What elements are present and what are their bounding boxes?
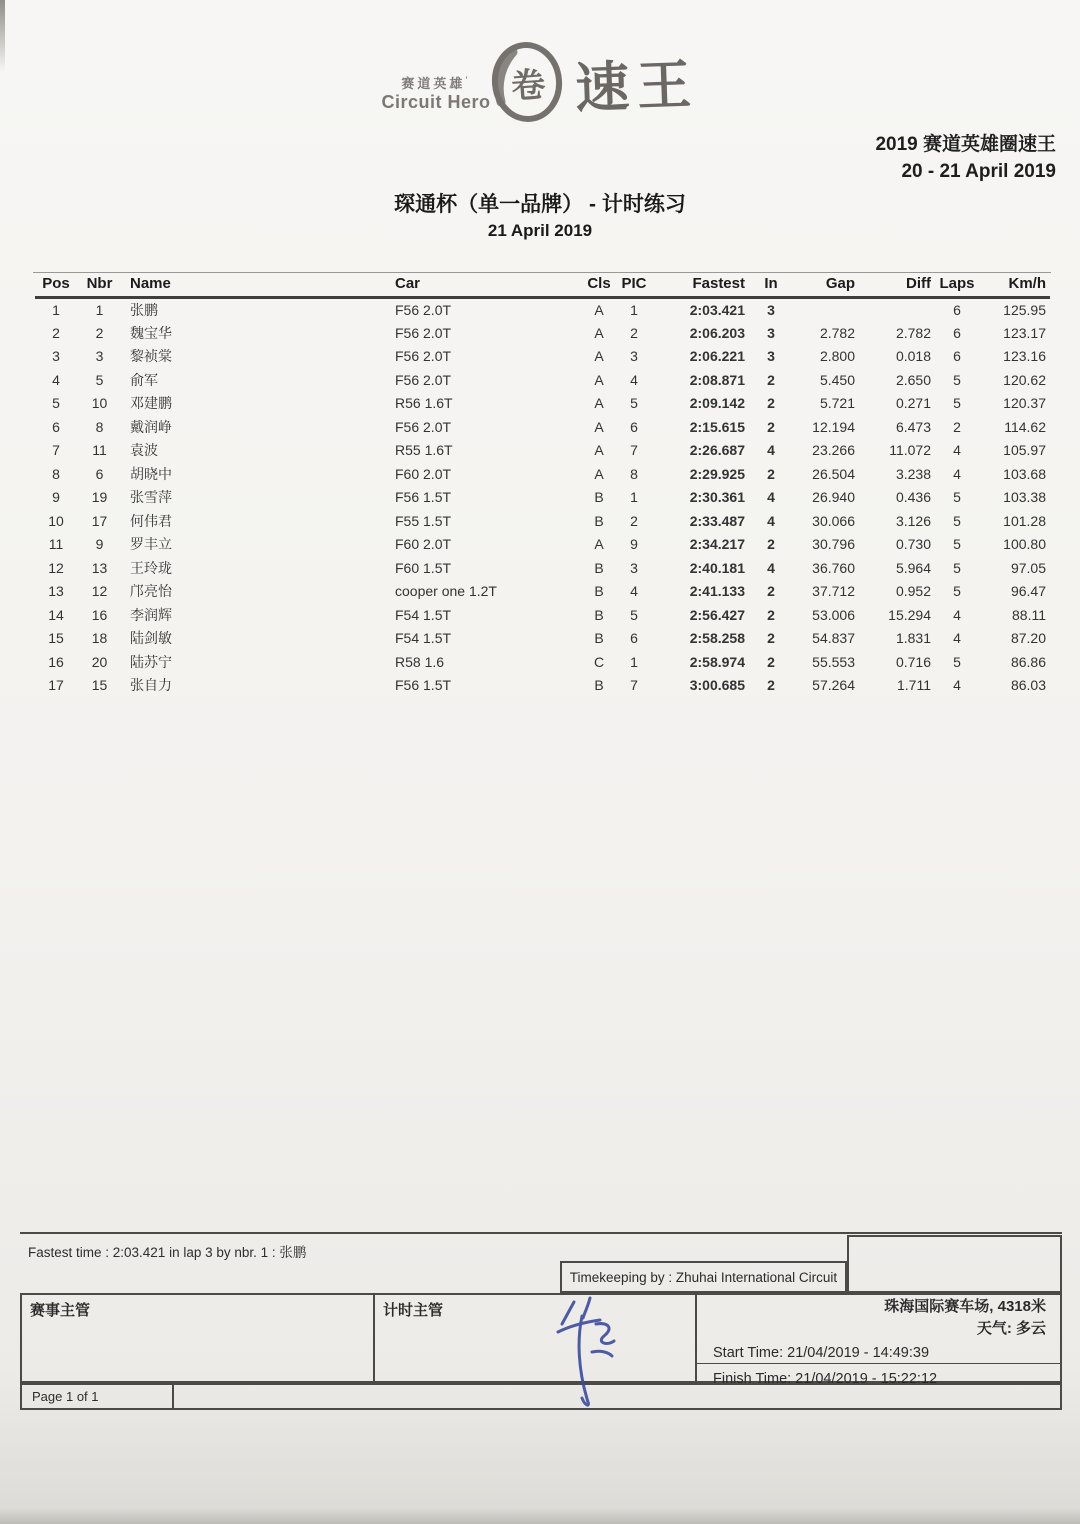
cell-in: 2 <box>767 630 775 647</box>
cell-car: F54 1.5T <box>395 630 452 647</box>
cell-car: cooper one 1.2T <box>395 583 497 600</box>
cell-name: 胡晓中 <box>130 465 172 482</box>
cell-laps: 5 <box>953 371 961 388</box>
cell-fastest: 3:00.685 <box>689 677 745 694</box>
cell-nbr: 19 <box>91 489 108 506</box>
cell-pic: 6 <box>630 630 638 647</box>
cell-fastest: 2:33.487 <box>689 512 745 529</box>
footer-top-rule <box>20 1232 1062 1234</box>
cell-name: 李润辉 <box>130 606 172 623</box>
logo-circle-character: 卷 <box>509 64 547 107</box>
cell-pic: 4 <box>630 583 638 600</box>
cell-in: 2 <box>767 653 775 670</box>
cell-kmh: 125.95 <box>1003 302 1046 318</box>
cell-diff: 0.271 <box>895 395 931 412</box>
race-director-cell: 赛事主管 <box>22 1295 375 1381</box>
cell-kmh: 101.28 <box>1003 512 1046 529</box>
cell-in: 3 <box>767 324 775 341</box>
cell-name: 黎祯棠 <box>130 348 172 365</box>
cell-pos: 9 <box>52 489 60 506</box>
cell-kmh: 123.17 <box>1003 324 1046 341</box>
cell-pic: 3 <box>630 559 638 576</box>
cell-cls: A <box>594 371 604 388</box>
cell-nbr: 16 <box>91 606 108 623</box>
cell-in: 2 <box>767 465 775 482</box>
cell-name: 张自力 <box>130 677 172 694</box>
cell-diff: 3.126 <box>895 512 931 529</box>
cell-fastest: 2:09.142 <box>689 395 745 412</box>
cell-laps: 6 <box>953 348 961 365</box>
col-car: Car <box>388 274 584 298</box>
cell-pic: 9 <box>630 536 638 553</box>
page-number: Page 1 of 1 <box>22 1385 174 1408</box>
cell-laps: 5 <box>953 489 961 506</box>
cell-gap: 5.721 <box>819 395 855 412</box>
cell-nbr: 1 <box>95 302 104 318</box>
cell-fastest: 2:08.871 <box>689 371 745 388</box>
table-row <box>35 556 1050 580</box>
cell-cls: A <box>594 348 604 365</box>
logo-circle-mark <box>487 38 569 126</box>
cell-name: 俞军 <box>130 371 158 388</box>
cell-car: F56 1.5T <box>395 489 452 506</box>
cell-diff: 1.831 <box>895 630 931 647</box>
cell-fastest: 2:06.221 <box>689 348 745 365</box>
cell-pos: 12 <box>48 559 64 576</box>
cell-laps: 5 <box>953 559 961 576</box>
cell-kmh: 87.20 <box>1010 630 1046 647</box>
cell-name: 魏宝华 <box>130 324 172 341</box>
table-row <box>35 462 1050 486</box>
cell-gap <box>793 298 859 322</box>
cell-gap: 54.837 <box>812 630 855 647</box>
cell-car: F56 1.5T <box>395 677 452 694</box>
cell-car: F55 1.5T <box>395 512 452 529</box>
col-diff: Diff <box>859 274 935 298</box>
circuit-hero-logo <box>0 34 1080 130</box>
cell-pos: 14 <box>48 606 64 623</box>
cell-laps: 4 <box>953 677 961 694</box>
cell-car: F56 2.0T <box>395 348 452 365</box>
cell-name: 邓建鹏 <box>130 395 172 412</box>
cell-in: 3 <box>767 348 775 365</box>
start-time: Start Time: 21/04/2019 - 14:49:39 <box>697 1343 1060 1364</box>
cell-gap: 53.006 <box>812 606 855 623</box>
session-date: 21 April 2019 <box>487 221 593 240</box>
event-dates: 20 - 21 April 2019 <box>901 161 1056 182</box>
cell-car: R56 1.6T <box>395 395 453 412</box>
cell-nbr: 18 <box>91 630 108 647</box>
cell-car: F60 2.0T <box>395 536 452 553</box>
cell-gap: 30.796 <box>812 536 855 553</box>
cell-car: F56 2.0T <box>395 371 452 388</box>
table-row <box>35 486 1050 510</box>
cell-fastest: 2:03.421 <box>689 302 745 318</box>
header-row <box>35 274 1050 298</box>
cell-kmh: 88.11 <box>1012 606 1046 623</box>
cell-kmh: 114.62 <box>1004 418 1046 435</box>
cell-gap: 57.264 <box>812 677 855 694</box>
cell-cls: B <box>594 489 604 506</box>
cell-name: 陆剑敏 <box>130 630 172 647</box>
cell-pic: 8 <box>630 465 638 482</box>
cell-cls: C <box>593 653 605 670</box>
event-name: 2019 赛道英雄圈速王 <box>875 134 1056 155</box>
cell-fastest: 2:58.974 <box>689 653 745 670</box>
table-row <box>35 674 1050 698</box>
cell-nbr: 15 <box>91 677 108 694</box>
cell-kmh: 103.68 <box>1003 465 1046 482</box>
cell-kmh: 120.37 <box>1003 395 1046 412</box>
cell-pic: 1 <box>630 653 638 670</box>
cell-pic: 5 <box>630 395 638 412</box>
cell-gap: 12.194 <box>812 418 855 435</box>
cell-diff: 3.238 <box>895 465 931 482</box>
table-row <box>35 368 1050 392</box>
weather-info: 天气: 多云 <box>976 1320 1046 1337</box>
cell-in: 2 <box>767 583 775 600</box>
cell-fastest: 2:30.361 <box>689 489 745 506</box>
cell-pic: 6 <box>630 418 638 435</box>
cell-kmh: 123.16 <box>1003 348 1046 365</box>
cell-nbr: 17 <box>91 512 108 529</box>
cell-pos: 6 <box>52 418 60 435</box>
cell-nbr: 8 <box>95 418 104 435</box>
cell-car: F60 1.5T <box>395 559 452 576</box>
cell-pic: 2 <box>630 512 638 529</box>
logo-trademark-mark: ’ <box>465 75 471 85</box>
scan-bottom-shade <box>0 1508 1080 1524</box>
cell-car: F56 2.0T <box>395 418 452 435</box>
cell-pos: 15 <box>48 630 64 647</box>
col-in: In <box>749 274 793 298</box>
logo-brand-cn <box>381 73 490 92</box>
table-row <box>35 439 1050 463</box>
fastest-time-summary: Fastest time : 2:03.421 in lap 3 by nbr. 1 : 张鹏 <box>28 1245 307 1260</box>
cell-in: 2 <box>767 677 775 694</box>
cell-cls: B <box>594 630 604 647</box>
cell-cls: A <box>594 418 604 435</box>
cell-nbr: 11 <box>92 442 107 459</box>
cell-fastest: 2:34.217 <box>689 536 745 553</box>
cell-pos: 4 <box>52 371 60 388</box>
cell-laps: 4 <box>953 442 961 459</box>
cell-laps: 5 <box>953 583 961 600</box>
table-row <box>35 580 1050 604</box>
table-row <box>35 650 1050 674</box>
table-row <box>35 533 1050 557</box>
cell-car: R55 1.6T <box>395 442 453 459</box>
cell-kmh: 96.47 <box>1010 583 1046 600</box>
cell-kmh: 86.86 <box>1010 653 1046 670</box>
table-row <box>35 392 1050 416</box>
cell-gap: 26.940 <box>812 489 855 506</box>
cell-diff: 5.964 <box>895 559 931 576</box>
cell-diff: 0.952 <box>895 583 931 600</box>
col-nbr: Nbr <box>77 274 122 298</box>
cell-fastest: 2:29.925 <box>689 465 745 482</box>
cell-diff: 1.711 <box>897 677 931 694</box>
logo-brand-en: Circuit Hero <box>381 92 491 112</box>
cell-gap: 37.712 <box>812 583 855 600</box>
table-row <box>35 509 1050 533</box>
results-tbody <box>35 298 1050 698</box>
table-row <box>35 415 1050 439</box>
results-header <box>35 274 1050 298</box>
cell-diff: 2.782 <box>895 324 931 341</box>
cell-diff: 0.436 <box>895 489 931 506</box>
cell-cls: B <box>594 559 604 576</box>
circuit-name-length: 珠海国际赛车场, 4318米 <box>884 1298 1046 1315</box>
results-table <box>35 274 1050 697</box>
cell-nbr: 5 <box>95 371 104 388</box>
cell-gap: 2.800 <box>819 348 855 365</box>
cell-name: 袁波 <box>130 442 158 459</box>
cell-kmh: 97.05 <box>1010 559 1046 576</box>
cell-name: 王玲珑 <box>130 559 172 576</box>
cell-in: 2 <box>767 606 775 623</box>
col-laps: Laps <box>935 274 979 298</box>
logo-brand-cn-text: 赛道英雄 <box>401 76 466 91</box>
cell-diff: 0.730 <box>895 536 931 553</box>
cell-diff: 0.716 <box>895 653 931 670</box>
cell-gap: 5.450 <box>819 371 855 388</box>
page-footer-row <box>20 1383 1062 1410</box>
cell-kmh: 100.80 <box>1003 536 1046 553</box>
cell-kmh: 103.38 <box>1003 489 1046 506</box>
cell-gap: 2.782 <box>819 324 855 341</box>
cell-cls: A <box>594 302 604 318</box>
cell-pos: 11 <box>48 536 64 553</box>
cell-pos: 8 <box>52 465 60 482</box>
circuit-info-cell <box>697 1295 1060 1387</box>
cell-in: 4 <box>767 489 775 506</box>
cell-laps: 5 <box>953 653 961 670</box>
cell-nbr: 2 <box>95 324 104 341</box>
cell-cls: B <box>594 512 604 529</box>
cell-name: 张雪萍 <box>130 489 172 506</box>
cell-gap: 55.553 <box>812 653 855 670</box>
cell-car: R58 1.6 <box>395 653 445 670</box>
page-footer-empty-cell <box>174 1385 1060 1408</box>
table-row <box>35 627 1050 651</box>
cell-kmh: 105.97 <box>1003 442 1046 459</box>
timekeeping-box: Timekeeping by : Zhuhai International Circuit <box>560 1261 847 1293</box>
cell-gap: 36.760 <box>812 559 855 576</box>
cell-car: F56 2.0T <box>395 302 452 318</box>
cell-in: 4 <box>767 512 775 529</box>
cell-nbr: 9 <box>95 536 104 553</box>
cell-cls: B <box>594 606 604 623</box>
cell-in: 2 <box>767 395 775 412</box>
cell-cls: B <box>594 583 604 600</box>
chief-timekeeper-cell: 计时主管 <box>375 1295 697 1381</box>
cell-diff: 15.294 <box>888 606 931 623</box>
cell-pic: 7 <box>630 677 638 694</box>
cell-fastest: 2:41.133 <box>689 583 745 600</box>
cell-pic: 2 <box>630 324 638 341</box>
cell-pic: 7 <box>630 442 638 459</box>
table-row <box>35 345 1050 369</box>
finish-time: Finish Time: 21/04/2019 - 15:22:12 <box>713 1371 938 1387</box>
cell-in: 2 <box>767 536 775 553</box>
cell-gap: 23.266 <box>812 442 855 459</box>
cell-diff: 6.473 <box>895 418 931 435</box>
col-name: Name <box>122 274 388 298</box>
cell-diff <box>859 298 935 322</box>
cell-in: 4 <box>767 442 775 459</box>
officials-signature-table <box>20 1293 1062 1387</box>
cell-name: 陆苏宁 <box>130 653 172 670</box>
cell-nbr: 20 <box>91 653 108 670</box>
col-kmh: Km/h <box>979 274 1050 298</box>
cell-nbr: 13 <box>91 559 108 576</box>
cell-diff: 0.018 <box>895 348 931 365</box>
cell-laps: 5 <box>953 536 961 553</box>
cell-pic: 1 <box>630 489 638 506</box>
logo-wordmark <box>381 73 490 113</box>
cell-laps: 2 <box>953 418 961 435</box>
cell-in: 4 <box>767 559 775 576</box>
table-row <box>35 298 1050 322</box>
cell-cls: B <box>594 677 604 694</box>
cell-pos: 17 <box>48 677 64 694</box>
cell-nbr: 6 <box>95 465 104 482</box>
cell-pos: 2 <box>52 324 60 341</box>
cell-name: 张鹏 <box>130 302 158 318</box>
cell-cls: A <box>594 395 604 412</box>
logo-calligraphy-text: 速王 <box>573 51 700 120</box>
cell-pos: 13 <box>48 583 64 600</box>
cell-pos: 7 <box>52 442 60 459</box>
cell-fastest: 2:15.615 <box>689 418 745 435</box>
cell-laps: 5 <box>953 395 961 412</box>
cell-cls: A <box>594 465 604 482</box>
cell-name: 邝亮怡 <box>130 583 172 600</box>
cell-fastest: 2:56.427 <box>689 606 745 623</box>
table-row <box>35 321 1050 345</box>
cell-gap: 26.504 <box>812 465 855 482</box>
cell-name: 罗丰立 <box>130 536 172 553</box>
empty-stamp-box <box>847 1235 1062 1293</box>
cell-laps: 6 <box>953 324 961 341</box>
col-fastest: Fastest <box>654 274 749 298</box>
cell-fastest: 2:26.687 <box>689 442 745 459</box>
cell-pic: 3 <box>630 348 638 365</box>
cell-pos: 3 <box>52 348 60 365</box>
col-pic: PIC <box>614 274 654 298</box>
cell-nbr: 10 <box>91 395 108 412</box>
cell-pos: 10 <box>48 512 64 529</box>
cell-fastest: 2:06.203 <box>689 324 745 341</box>
cell-laps: 4 <box>953 465 961 482</box>
cell-laps: 6 <box>953 302 961 318</box>
cell-diff: 11.072 <box>889 442 931 459</box>
cell-diff: 2.650 <box>895 371 931 388</box>
cell-kmh: 120.62 <box>1003 371 1046 388</box>
col-cls: Cls <box>584 274 614 298</box>
cell-car: F54 1.5T <box>395 606 452 623</box>
cell-in: 3 <box>767 302 775 318</box>
cell-pic: 4 <box>630 371 638 388</box>
cell-car: F56 2.0T <box>395 324 452 341</box>
cell-pos: 16 <box>48 653 64 670</box>
cell-cls: A <box>594 536 604 553</box>
cell-gap: 30.066 <box>812 512 855 529</box>
cell-name: 戴润峥 <box>130 418 172 435</box>
cell-car: F60 2.0T <box>395 465 452 482</box>
cell-pos: 1 <box>52 302 60 318</box>
cell-fastest: 2:40.181 <box>689 559 745 576</box>
cell-nbr: 3 <box>95 348 104 365</box>
cell-pos: 5 <box>52 395 60 412</box>
cell-laps: 4 <box>953 630 961 647</box>
cell-kmh: 86.03 <box>1010 677 1046 694</box>
cell-in: 2 <box>767 371 775 388</box>
col-gap: Gap <box>793 274 859 298</box>
cell-name: 何伟君 <box>130 512 172 529</box>
cell-pic: 1 <box>630 302 638 318</box>
cell-laps: 4 <box>953 606 961 623</box>
cell-in: 2 <box>767 418 775 435</box>
session-title: 琛通杯（单一品牌） - 计时练习 <box>394 193 686 216</box>
cell-fastest: 2:58.258 <box>689 630 745 647</box>
cell-pic: 5 <box>630 606 638 623</box>
cell-nbr: 12 <box>91 583 108 600</box>
table-row <box>35 603 1050 627</box>
cell-laps: 5 <box>953 512 961 529</box>
event-header <box>875 131 1056 185</box>
col-pos: Pos <box>35 274 77 298</box>
table-top-rule <box>33 272 1051 273</box>
cell-cls: A <box>594 324 604 341</box>
cell-cls: A <box>594 442 604 459</box>
